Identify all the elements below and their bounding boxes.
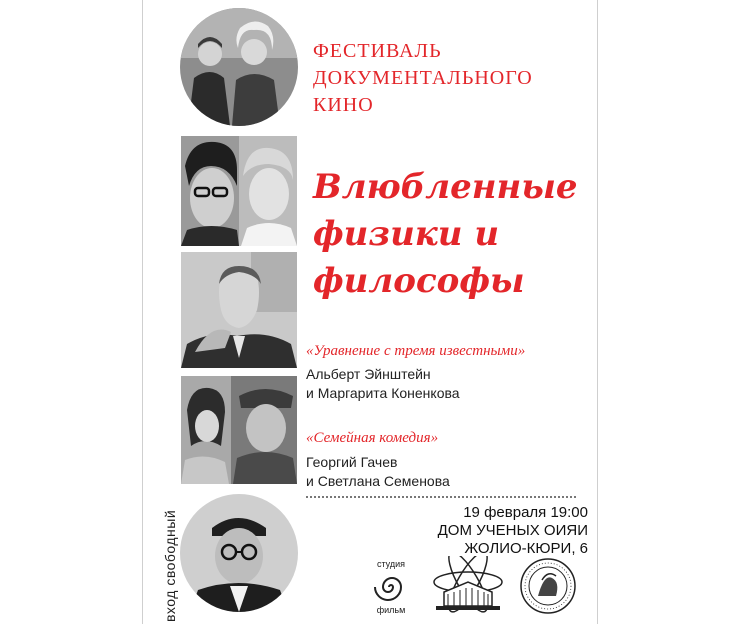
photo-einstein-konenkova [180,8,298,126]
dom-uchenykh-logo [430,556,506,616]
film-title-1: «Уравнение с тремя известными» [306,343,526,359]
dotted-divider [306,496,576,498]
film-names-1 [306,365,460,403]
photo-woman-and-officer [181,376,297,484]
photo-elderly-man [181,252,297,368]
society-emblem-logo [518,556,578,616]
festival-line-1: ФЕСТИВАЛЬ [313,40,442,62]
photo-man-in-skullcap-image [180,494,298,612]
event-place-line-1: ДОМ УЧЕНЫХ ОИЯИ [437,522,588,539]
studio-logo [362,558,420,616]
photo-gachev-semenova-image [181,136,297,246]
film-1-names-line-1: Альберт Эйнштейн [306,366,431,382]
title-line-1: Влюбленные [313,167,578,207]
event-place-line-2: ЖОЛИО-КЮРИ, 6 [464,540,588,557]
event-date: 19 февраля 19:00 [463,504,588,521]
spiral-icon [362,558,420,616]
festival-line-3: КИНО [313,94,374,116]
photo-man-in-skullcap [180,494,298,612]
building-orbit-icon [430,556,506,616]
film-1-names-line-2: и Маргарита Коненкова [306,385,460,401]
event-info [438,504,588,558]
photo-einstein-konenkova-image [180,8,298,126]
festival-heading [313,38,533,119]
film-names-2 [306,453,450,491]
festival-line-2: ДОКУМЕНТАЛЬНОГО [313,67,533,89]
free-entry-note: вход свободный [162,509,178,622]
film-title-2: «Семейная комедия» [306,430,439,446]
photo-elderly-man-image [181,252,297,368]
studio-logo-top-text: студия [376,559,406,569]
film-2-names-line-2: и Светлана Семенова [306,473,450,489]
poster-title [313,164,578,305]
photo-gachev-semenova [181,136,297,246]
title-line-2: физики и [313,214,500,254]
title-line-3: философы [313,261,525,301]
photo-woman-and-officer-image [181,376,297,484]
film-2-names-line-1: Георгий Гачев [306,454,398,470]
studio-logo-bottom-text: фильм [376,605,406,615]
emblem-icon [518,556,578,616]
